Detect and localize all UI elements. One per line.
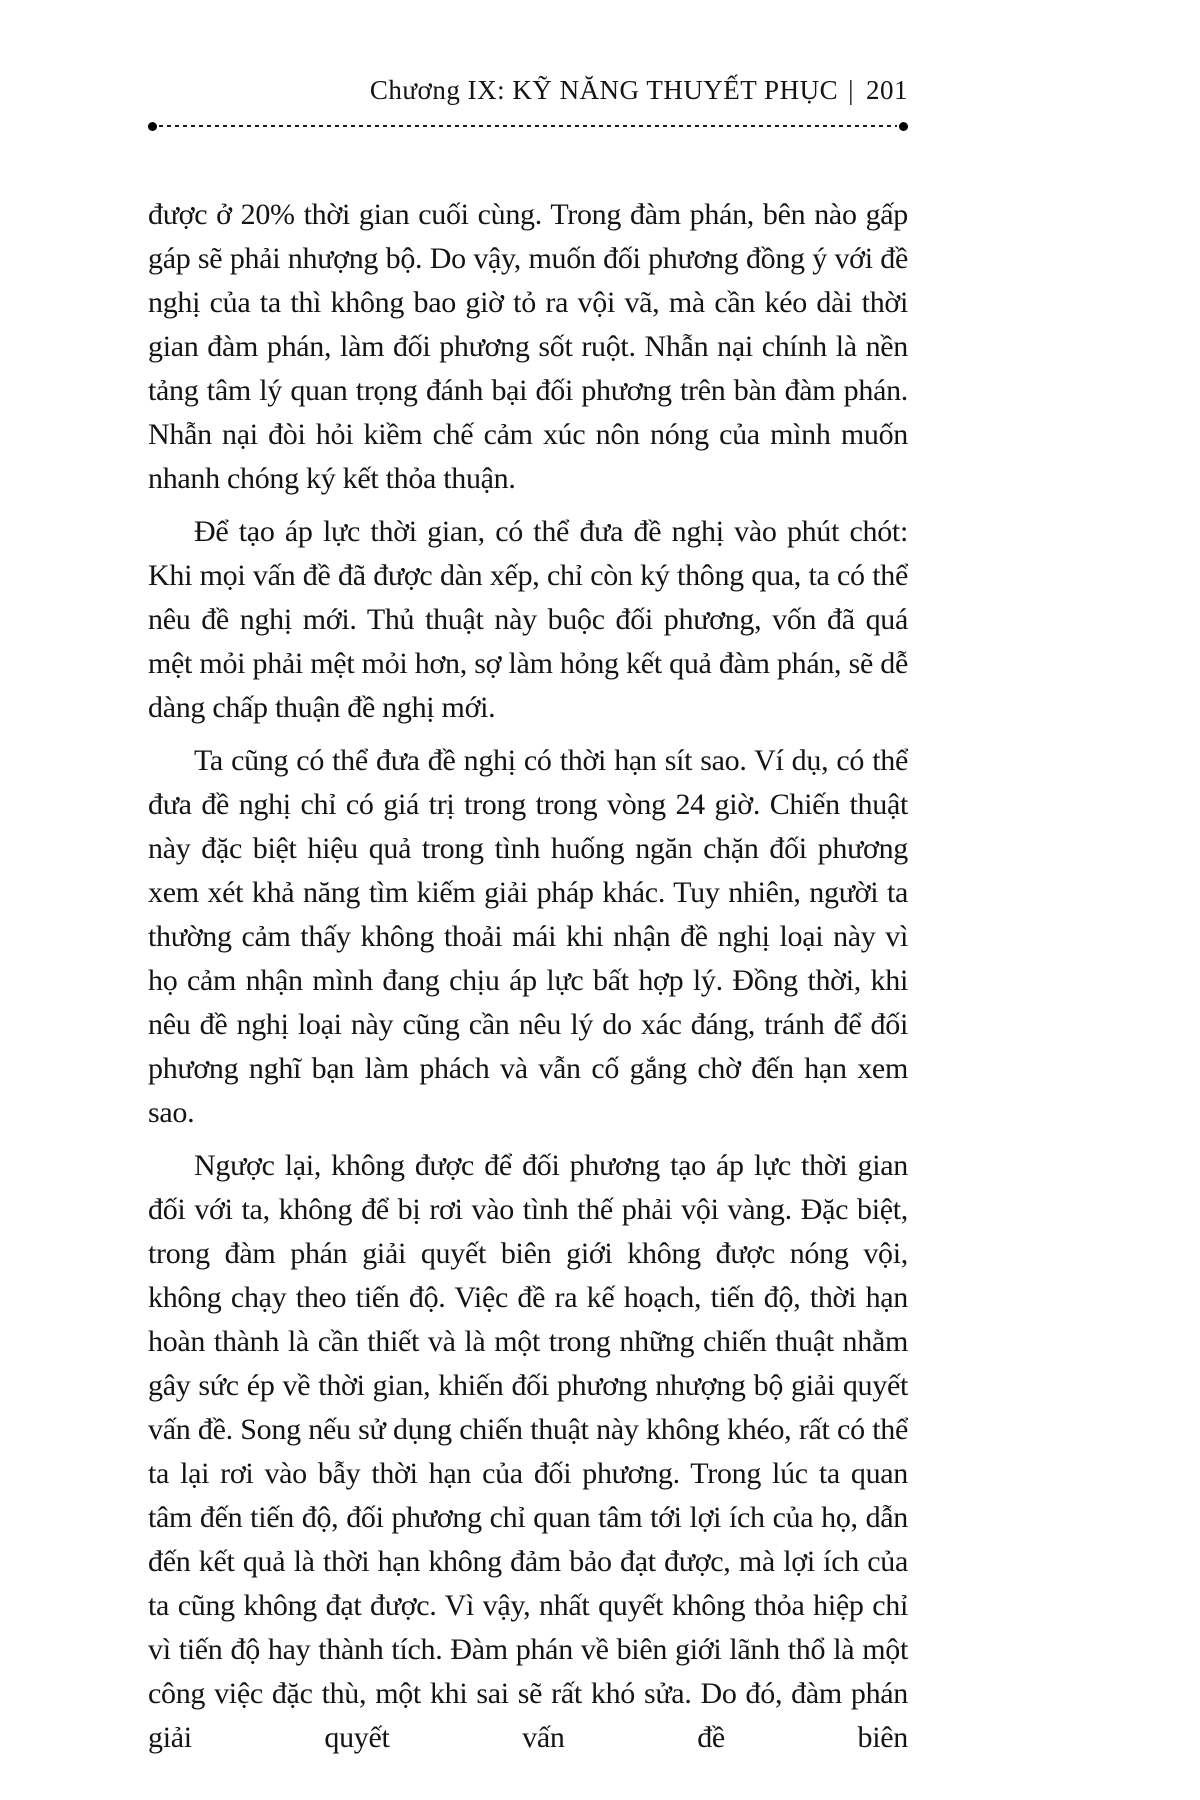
page-body [148, 193, 908, 1760]
rule-right-dot-icon [899, 122, 908, 131]
paragraph: Ta cũng có thể đưa đề nghị có thời hạn sít sao. Ví dụ, có thể đưa đề nghị chỉ có giá trị trong trong vòng 24 giờ. Chiến thuật này đặc biệt hiệu quả trong tình huống ngăn chặn đối phương xem xét khả năng tìm kiếm giải pháp khác. Tuy nhiên, người ta thường cảm thấy không thoải mái khi nhận đề nghị loại này vì họ cảm nhận mình đang chịu áp lực bất hợp lý. Đồng thời, khi nêu đề nghị loại này cũng cần nêu lý do xác đáng, tránh để đối phương nghĩ bạn làm phách và vẫn cố gắng chờ đến hạn xem sao. [148, 744, 908, 1129]
rule-dashed-line [159, 125, 897, 127]
page-header [148, 74, 908, 106]
page-number: 201 [866, 75, 908, 105]
header-rule [148, 121, 908, 131]
paragraph: Để tạo áp lực thời gian, có thể đưa đề nghị vào phút chót: Khi mọi vấn đề đã được dàn xếp, chỉ còn ký thông qua, ta có thể nêu đề nghị mới. Thủ thuật này buộc đối phương, vốn đã quá mệt mỏi phải mệt mỏi hơn, sợ làm hỏng kết quả đàm phán, sẽ dễ dàng chấp thuận đề nghị mới. [148, 515, 908, 724]
rule-left-dot-icon [148, 122, 157, 131]
header-separator: | [848, 75, 854, 105]
chapter-title: Chương IX: KỸ NĂNG THUYẾT PHỤC [369, 75, 839, 105]
paragraph: Ngược lại, không được để đối phương tạo áp lực thời gian đối với ta, không để bị rơi vào tình thế phải vội vàng. Đặc biệt, trong đàm phán giải quyết biên giới không được nóng vội, không chạy theo tiến độ. Việc đề ra kế hoạch, tiến độ, thời hạn hoàn thành là cần thiết và là một trong những chiến thuật nhằm gây sức ép về thời gian, khiến đối phương nhượng bộ giải quyết vấn đề. Song nếu sử dụng chiến thuật này không khéo, rất có thể ta lại rơi vào bẫy thời hạn của đối phương. Trong lúc ta quan tâm đến tiến độ, đối phương chỉ quan tâm tới lợi ích của họ, dẫn đến kết quả là thời hạn không đảm bảo đạt được, mà lợi ích của ta cũng không đạt được. Vì vậy, nhất quyết không thỏa hiệp chỉ vì tiến độ hay thành tích. Đàm phán về biên giới lãnh thổ là một công việc đặc thù, một khi sai sẽ rất khó sửa. Do đó, đàm phán giải quyết vấn đề biên [148, 1149, 908, 1754]
paragraph: được ở 20% thời gian cuối cùng. Trong đàm phán, bên nào gấp gáp sẽ phải nhượng bộ. Do vậy, muốn đối phương đồng ý với đề nghị của ta thì không bao giờ tỏ ra vội vã, mà cần kéo dài thời gian đàm phán, làm đối phương sốt ruột. Nhẫn nại chính là nền tảng tâm lý quan trọng đánh bại đối phương trên bàn đàm phán. Nhẫn nại đòi hỏi kiềm chế cảm xúc nôn nóng của mình muốn nhanh chóng ký kết thỏa thuận. [148, 198, 908, 495]
